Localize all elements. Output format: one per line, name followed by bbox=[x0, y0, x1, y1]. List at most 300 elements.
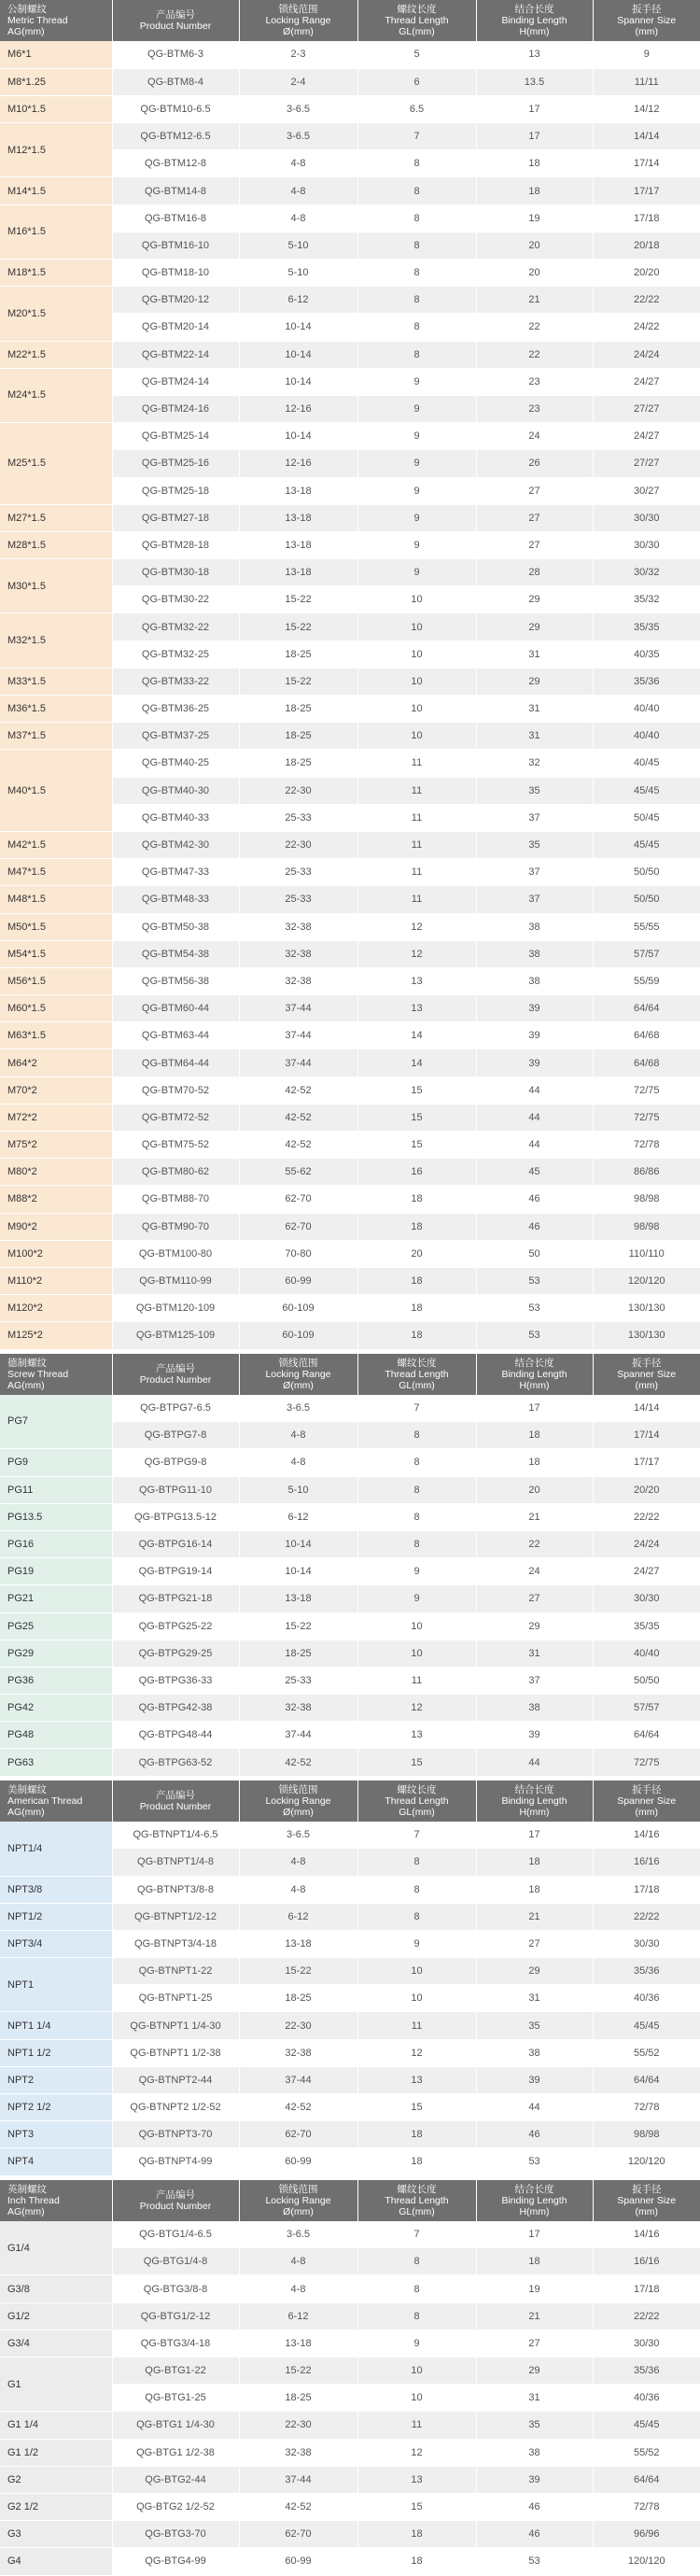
locking-range-cell: 25-33 bbox=[239, 886, 357, 913]
binding-length-cell: 38 bbox=[476, 2439, 593, 2466]
thread-length-cell: 10 bbox=[357, 1612, 476, 1640]
product-number-cell: QG-BTG3/8-8 bbox=[112, 2275, 239, 2302]
locking-range-cell: 42-52 bbox=[239, 2493, 357, 2520]
thread-length-cell: 10 bbox=[357, 2385, 476, 2412]
thread-size-cell: NPT1/4 bbox=[0, 1822, 112, 1876]
thread-length-cell: 7 bbox=[357, 1395, 476, 1422]
header-thread-size bbox=[0, 0, 112, 41]
locking-range-cell: 3-6.5 bbox=[239, 95, 357, 122]
thread-length-cell: 5 bbox=[357, 41, 476, 68]
spanner-size-cell: 24/27 bbox=[593, 368, 700, 395]
locking-range-cell: 15-22 bbox=[239, 1958, 357, 1985]
thread-size-cell: M30*1.5 bbox=[0, 559, 112, 613]
product-number-cell: QG-BTPG29-25 bbox=[112, 1640, 239, 1667]
binding-length-cell: 31 bbox=[476, 1985, 593, 2012]
product-number-cell: QG-BTPG9-8 bbox=[112, 1449, 239, 1476]
thread-length-cell: 8 bbox=[357, 1876, 476, 1903]
spanner-size-cell: 14/16 bbox=[593, 1822, 700, 1849]
thread-length-cell: 18 bbox=[357, 1267, 476, 1294]
product-number-cell: QG-BTM37-25 bbox=[112, 723, 239, 750]
spanner-size-cell: 30/30 bbox=[593, 1930, 700, 1957]
binding-length-cell: 44 bbox=[476, 1132, 593, 1159]
inch-thread-table bbox=[0, 2180, 700, 2576]
table-row bbox=[0, 1530, 700, 1557]
header-locking-range bbox=[239, 1354, 357, 1395]
thread-length-cell: 13 bbox=[357, 1722, 476, 1749]
thread-size-cell: G1 bbox=[0, 2358, 112, 2412]
locking-range-cell: 37-44 bbox=[239, 2066, 357, 2093]
header-locking-range bbox=[239, 2180, 357, 2221]
product-number-cell: QG-BTNPT1-22 bbox=[112, 1958, 239, 1985]
product-number-cell: QG-BTM12-6.5 bbox=[112, 123, 239, 150]
spanner-size-cell: 40/40 bbox=[593, 1640, 700, 1667]
binding-length-cell: 53 bbox=[476, 1295, 593, 1322]
thread-size-cell: NPT3 bbox=[0, 2121, 112, 2148]
header-en-label: Spanner Size bbox=[617, 1368, 677, 1380]
thread-length-cell: 8 bbox=[357, 1476, 476, 1503]
thread-length-cell: 13 bbox=[357, 2466, 476, 2493]
table-row bbox=[0, 995, 700, 1022]
thread-size-cell: NPT1 bbox=[0, 1958, 112, 2012]
header-unit-label: (mm) bbox=[635, 2205, 658, 2217]
spanner-size-cell: 17/14 bbox=[593, 150, 700, 177]
thread-size-cell: NPT3/4 bbox=[0, 1930, 112, 1957]
binding-length-cell: 20 bbox=[476, 232, 593, 259]
product-number-cell: QG-BTG1-25 bbox=[112, 2385, 239, 2412]
thread-size-cell: NPT4 bbox=[0, 2148, 112, 2175]
table-row bbox=[0, 504, 700, 531]
header-en-label: Thread Length bbox=[385, 15, 449, 26]
product-number-cell: QG-BTM8-4 bbox=[112, 68, 239, 95]
header-cn-label: 结合长度 bbox=[514, 1357, 554, 1369]
thread-length-cell: 11 bbox=[357, 886, 476, 913]
thread-length-cell: 9 bbox=[357, 1558, 476, 1585]
thread-length-cell: 8 bbox=[357, 1530, 476, 1557]
product-number-cell: QG-BTM40-25 bbox=[112, 750, 239, 777]
header-unit-label: (mm) bbox=[635, 1379, 658, 1391]
locking-range-cell: 42-52 bbox=[239, 1132, 357, 1159]
thread-length-cell: 8 bbox=[357, 1422, 476, 1449]
binding-length-cell: 31 bbox=[476, 2385, 593, 2412]
locking-range-cell: 60-109 bbox=[239, 1295, 357, 1322]
locking-range-cell: 15-22 bbox=[239, 1612, 357, 1640]
binding-length-cell: 13 bbox=[476, 41, 593, 68]
table-row bbox=[0, 177, 700, 204]
locking-range-cell: 60-99 bbox=[239, 2548, 357, 2575]
product-number-cell: QG-BTM18-10 bbox=[112, 260, 239, 287]
thread-length-cell: 8 bbox=[357, 204, 476, 232]
table-row bbox=[0, 2094, 700, 2121]
product-number-cell: QG-BTNPT1 1/2-38 bbox=[112, 2039, 239, 2066]
header-en-label: Locking Range bbox=[265, 1368, 331, 1380]
spanner-size-cell: 30/32 bbox=[593, 559, 700, 586]
binding-length-cell: 24 bbox=[476, 423, 593, 450]
locking-range-cell: 3-6.5 bbox=[239, 123, 357, 150]
thread-length-cell: 9 bbox=[357, 559, 476, 586]
table-row bbox=[0, 2439, 700, 2466]
header-cn-label: 结合长度 bbox=[514, 1783, 554, 1795]
binding-length-cell: 39 bbox=[476, 1722, 593, 1749]
thread-length-cell: 20 bbox=[357, 1240, 476, 1267]
binding-length-cell: 27 bbox=[476, 477, 593, 504]
thread-size-cell: PG19 bbox=[0, 1558, 112, 1585]
thread-size-cell: NPT1 1/2 bbox=[0, 2039, 112, 2066]
spanner-size-cell: 50/50 bbox=[593, 1667, 700, 1694]
binding-length-cell: 23 bbox=[476, 368, 593, 395]
spanner-size-cell: 57/57 bbox=[593, 1695, 700, 1722]
spanner-size-cell: 22/22 bbox=[593, 1503, 700, 1530]
table-header-row bbox=[0, 0, 700, 41]
product-number-cell: QG-BTPG7-6.5 bbox=[112, 1395, 239, 1422]
locking-range-cell: 6-12 bbox=[239, 287, 357, 314]
locking-range-cell: 18-25 bbox=[239, 640, 357, 668]
locking-range-cell: 2-3 bbox=[239, 41, 357, 68]
thread-length-cell: 11 bbox=[357, 804, 476, 831]
spanner-size-cell: 35/35 bbox=[593, 613, 700, 640]
thread-size-cell: M24*1.5 bbox=[0, 368, 112, 422]
binding-length-cell: 19 bbox=[476, 204, 593, 232]
header-cn-label: 产品编号 bbox=[156, 9, 195, 21]
locking-range-cell: 2-4 bbox=[239, 68, 357, 95]
product-number-cell: QG-BTM25-18 bbox=[112, 477, 239, 504]
locking-range-cell: 42-52 bbox=[239, 2094, 357, 2121]
header-thread-length bbox=[357, 2180, 476, 2221]
header-cn-label: 锁线范围 bbox=[278, 2183, 318, 2195]
header-en-label: Thread Length bbox=[385, 2194, 449, 2206]
binding-length-cell: 39 bbox=[476, 995, 593, 1022]
thread-length-cell: 15 bbox=[357, 1104, 476, 1131]
locking-range-cell: 18-25 bbox=[239, 1985, 357, 2012]
header-thread-length bbox=[357, 1354, 476, 1395]
header-unit-label: (mm) bbox=[635, 1806, 658, 1818]
spanner-size-cell: 120/120 bbox=[593, 2548, 700, 2575]
thread-size-cell: PG36 bbox=[0, 1667, 112, 1694]
product-number-cell: QG-BTM32-22 bbox=[112, 613, 239, 640]
header-locking-range bbox=[239, 0, 357, 41]
product-number-cell: QG-BTM72-52 bbox=[112, 1104, 239, 1131]
header-en-label: Spanner Size bbox=[617, 1795, 677, 1807]
spanner-size-cell: 40/36 bbox=[593, 2385, 700, 2412]
table-header-row bbox=[0, 1781, 700, 1822]
product-number-cell: QG-BTG1/2-12 bbox=[112, 2302, 239, 2330]
table-row bbox=[0, 1612, 700, 1640]
locking-range-cell: 4-8 bbox=[239, 2248, 357, 2275]
thread-length-cell: 9 bbox=[357, 450, 476, 477]
thread-size-cell: NPT2 bbox=[0, 2066, 112, 2093]
thread-length-cell: 15 bbox=[357, 2493, 476, 2520]
locking-range-cell: 25-33 bbox=[239, 804, 357, 831]
thread-length-cell: 18 bbox=[357, 1295, 476, 1322]
locking-range-cell: 62-70 bbox=[239, 1213, 357, 1240]
locking-range-cell: 10-14 bbox=[239, 341, 357, 368]
product-number-cell: QG-BTM90-70 bbox=[112, 1213, 239, 1240]
spanner-size-cell: 130/130 bbox=[593, 1295, 700, 1322]
binding-length-cell: 37 bbox=[476, 859, 593, 886]
thread-size-cell: G1 1/2 bbox=[0, 2439, 112, 2466]
product-number-cell: QG-BTM20-12 bbox=[112, 287, 239, 314]
product-number-cell: QG-BTG1 1/4-30 bbox=[112, 2412, 239, 2439]
binding-length-cell: 35 bbox=[476, 831, 593, 858]
header-cn-label: 英制螺纹 bbox=[7, 2183, 47, 2195]
binding-length-cell: 29 bbox=[476, 1612, 593, 1640]
locking-range-cell: 4-8 bbox=[239, 150, 357, 177]
spanner-size-cell: 110/110 bbox=[593, 1240, 700, 1267]
locking-range-cell: 60-99 bbox=[239, 1267, 357, 1294]
thread-length-cell: 8 bbox=[357, 287, 476, 314]
product-number-cell: QG-BTPG19-14 bbox=[112, 1558, 239, 1585]
thread-size-cell: PG48 bbox=[0, 1722, 112, 1749]
binding-length-cell: 21 bbox=[476, 2302, 593, 2330]
thread-size-cell: PG16 bbox=[0, 1530, 112, 1557]
product-number-cell: QG-BTNPT1/4-6.5 bbox=[112, 1822, 239, 1849]
thread-size-cell: M63*1.5 bbox=[0, 1022, 112, 1049]
thread-length-cell: 10 bbox=[357, 668, 476, 695]
binding-length-cell: 18 bbox=[476, 1876, 593, 1903]
locking-range-cell: 13-18 bbox=[239, 559, 357, 586]
header-en-label: Binding Length bbox=[501, 1368, 567, 1380]
thread-size-cell: M36*1.5 bbox=[0, 696, 112, 723]
table-row bbox=[0, 1667, 700, 1694]
binding-length-cell: 31 bbox=[476, 723, 593, 750]
header-en-label: Locking Range bbox=[265, 1795, 331, 1807]
thread-length-cell: 7 bbox=[357, 1822, 476, 1849]
thread-length-cell: 8 bbox=[357, 2248, 476, 2275]
locking-range-cell: 15-22 bbox=[239, 2358, 357, 2385]
header-thread-length bbox=[357, 1781, 476, 1822]
thread-length-cell: 15 bbox=[357, 1749, 476, 1776]
thread-size-cell: M54*1.5 bbox=[0, 940, 112, 967]
binding-length-cell: 17 bbox=[476, 2221, 593, 2248]
product-number-cell: QG-BTM24-14 bbox=[112, 368, 239, 395]
thread-length-cell: 18 bbox=[357, 1213, 476, 1240]
thread-size-cell: M120*2 bbox=[0, 1295, 112, 1322]
table-row bbox=[0, 1186, 700, 1213]
binding-length-cell: 38 bbox=[476, 967, 593, 994]
spanner-size-cell: 22/22 bbox=[593, 1903, 700, 1930]
thread-size-cell: M6*1 bbox=[0, 41, 112, 68]
locking-range-cell: 25-33 bbox=[239, 1667, 357, 1694]
thread-length-cell: 15 bbox=[357, 1077, 476, 1104]
locking-range-cell: 62-70 bbox=[239, 2521, 357, 2548]
thread-size-cell: G3 bbox=[0, 2521, 112, 2548]
locking-range-cell: 13-18 bbox=[239, 504, 357, 531]
binding-length-cell: 53 bbox=[476, 1267, 593, 1294]
product-number-cell: QG-BTM27-18 bbox=[112, 504, 239, 531]
locking-range-cell: 32-38 bbox=[239, 940, 357, 967]
binding-length-cell: 17 bbox=[476, 1822, 593, 1849]
header-thread-length bbox=[357, 0, 476, 41]
thread-length-cell: 12 bbox=[357, 2039, 476, 2066]
spanner-size-cell: 40/40 bbox=[593, 696, 700, 723]
locking-range-cell: 37-44 bbox=[239, 1722, 357, 1749]
binding-length-cell: 27 bbox=[476, 2330, 593, 2357]
table-row bbox=[0, 2358, 700, 2385]
table-row bbox=[0, 859, 700, 886]
binding-length-cell: 29 bbox=[476, 668, 593, 695]
header-thread-size bbox=[0, 1781, 112, 1822]
thread-size-cell: PG63 bbox=[0, 1749, 112, 1776]
table-row bbox=[0, 750, 700, 777]
header-cn-label: 德制螺纹 bbox=[7, 1357, 47, 1369]
table-row bbox=[0, 1049, 700, 1077]
thread-size-cell: M90*2 bbox=[0, 1213, 112, 1240]
thread-length-cell: 8 bbox=[357, 2275, 476, 2302]
spanner-size-cell: 30/30 bbox=[593, 531, 700, 558]
thread-length-cell: 14 bbox=[357, 1049, 476, 1077]
thread-length-cell: 7 bbox=[357, 123, 476, 150]
locking-range-cell: 62-70 bbox=[239, 2121, 357, 2148]
product-number-cell: QG-BTM60-44 bbox=[112, 995, 239, 1022]
binding-length-cell: 26 bbox=[476, 450, 593, 477]
spanner-size-cell: 57/57 bbox=[593, 940, 700, 967]
spanner-size-cell: 20/20 bbox=[593, 260, 700, 287]
spanner-size-cell: 16/16 bbox=[593, 1849, 700, 1876]
product-number-cell: QG-BTM48-33 bbox=[112, 886, 239, 913]
spanner-size-cell: 96/96 bbox=[593, 2521, 700, 2548]
product-number-cell: QG-BTM22-14 bbox=[112, 341, 239, 368]
table-row bbox=[0, 68, 700, 95]
table-row bbox=[0, 2221, 700, 2248]
thread-length-cell: 18 bbox=[357, 2548, 476, 2575]
header-en-label: Thread Length bbox=[385, 1795, 449, 1807]
table-row bbox=[0, 1749, 700, 1776]
spanner-size-cell: 24/27 bbox=[593, 423, 700, 450]
product-number-cell: QG-BTPG48-44 bbox=[112, 1722, 239, 1749]
binding-length-cell: 31 bbox=[476, 640, 593, 668]
thread-length-cell: 12 bbox=[357, 1695, 476, 1722]
thread-size-cell: PG13.5 bbox=[0, 1503, 112, 1530]
table-row bbox=[0, 1022, 700, 1049]
product-number-cell: QG-BTM110-99 bbox=[112, 1267, 239, 1294]
binding-length-cell: 21 bbox=[476, 1503, 593, 1530]
spanner-size-cell: 55/52 bbox=[593, 2439, 700, 2466]
header-product-number bbox=[112, 2180, 239, 2221]
thread-size-cell: M110*2 bbox=[0, 1267, 112, 1294]
header-cn-label: 扳手径 bbox=[632, 2183, 662, 2195]
locking-range-cell: 22-30 bbox=[239, 777, 357, 804]
product-number-cell: QG-BTM88-70 bbox=[112, 1186, 239, 1213]
header-unit-label: Ø(mm) bbox=[283, 1379, 314, 1391]
header-cn-label: 结合长度 bbox=[514, 4, 554, 15]
thread-size-cell: M48*1.5 bbox=[0, 886, 112, 913]
product-number-cell: QG-BTG4-99 bbox=[112, 2548, 239, 2575]
table-row bbox=[0, 668, 700, 695]
binding-length-cell: 53 bbox=[476, 2148, 593, 2175]
header-unit-label: GL(mm) bbox=[399, 2205, 435, 2217]
locking-range-cell: 22-30 bbox=[239, 2012, 357, 2039]
thread-length-cell: 10 bbox=[357, 613, 476, 640]
product-number-cell: QG-BTNPT2 1/2-52 bbox=[112, 2094, 239, 2121]
binding-length-cell: 22 bbox=[476, 1530, 593, 1557]
spanner-size-cell: 11/11 bbox=[593, 68, 700, 95]
thread-length-cell: 18 bbox=[357, 2148, 476, 2175]
spanner-size-cell: 86/86 bbox=[593, 1159, 700, 1186]
thread-size-cell: PG7 bbox=[0, 1395, 112, 1449]
header-unit-label: GL(mm) bbox=[399, 26, 435, 37]
locking-range-cell: 10-14 bbox=[239, 1530, 357, 1557]
locking-range-cell: 13-18 bbox=[239, 531, 357, 558]
thread-length-cell: 9 bbox=[357, 1930, 476, 1957]
locking-range-cell: 13-18 bbox=[239, 477, 357, 504]
table-row bbox=[0, 2521, 700, 2548]
header-cn-label: 锁线范围 bbox=[278, 1357, 318, 1369]
product-number-cell: QG-BTG3/4-18 bbox=[112, 2330, 239, 2357]
locking-range-cell: 4-8 bbox=[239, 2275, 357, 2302]
binding-length-cell: 39 bbox=[476, 2066, 593, 2093]
thread-size-cell: M10*1.5 bbox=[0, 95, 112, 122]
thread-length-cell: 13 bbox=[357, 2066, 476, 2093]
product-number-cell: QG-BTG2 1/2-52 bbox=[112, 2493, 239, 2520]
spanner-size-cell: 14/16 bbox=[593, 2221, 700, 2248]
table-row bbox=[0, 613, 700, 640]
product-number-cell: QG-BTNPT2-44 bbox=[112, 2066, 239, 2093]
binding-length-cell: 29 bbox=[476, 613, 593, 640]
thread-length-cell: 18 bbox=[357, 1186, 476, 1213]
spanner-size-cell: 24/22 bbox=[593, 314, 700, 341]
spanner-size-cell: 9 bbox=[593, 41, 700, 68]
thread-size-cell: M72*2 bbox=[0, 1104, 112, 1131]
table-row bbox=[0, 1722, 700, 1749]
spanner-size-cell: 64/68 bbox=[593, 1049, 700, 1077]
product-number-cell: QG-BTM54-38 bbox=[112, 940, 239, 967]
spanner-size-cell: 72/75 bbox=[593, 1749, 700, 1776]
spanner-size-cell: 17/17 bbox=[593, 177, 700, 204]
locking-range-cell: 4-8 bbox=[239, 204, 357, 232]
table-row bbox=[0, 1240, 700, 1267]
table-row bbox=[0, 2548, 700, 2575]
thread-length-cell: 11 bbox=[357, 2012, 476, 2039]
screw-thread-table bbox=[0, 1354, 700, 1777]
header-spanner-size bbox=[593, 1781, 700, 1822]
thread-size-cell: M88*2 bbox=[0, 1186, 112, 1213]
header-en-label: Binding Length bbox=[501, 2194, 567, 2206]
binding-length-cell: 29 bbox=[476, 1958, 593, 1985]
thread-length-cell: 16 bbox=[357, 1159, 476, 1186]
thread-length-cell: 12 bbox=[357, 940, 476, 967]
table-row bbox=[0, 1930, 700, 1957]
locking-range-cell: 10-14 bbox=[239, 368, 357, 395]
header-product-number bbox=[112, 1354, 239, 1395]
product-number-cell: QG-BTPG11-10 bbox=[112, 1476, 239, 1503]
spanner-size-cell: 35/36 bbox=[593, 1958, 700, 1985]
thread-length-cell: 9 bbox=[357, 504, 476, 531]
binding-length-cell: 20 bbox=[476, 1476, 593, 1503]
thread-length-cell: 11 bbox=[357, 831, 476, 858]
thread-size-cell: NPT2 1/2 bbox=[0, 2094, 112, 2121]
product-number-cell: QG-BTM80-62 bbox=[112, 1159, 239, 1186]
thread-length-cell: 8 bbox=[357, 1449, 476, 1476]
header-en-label: Metric Thread bbox=[7, 15, 68, 26]
thread-size-cell: M47*1.5 bbox=[0, 859, 112, 886]
product-number-cell: QG-BTM16-8 bbox=[112, 204, 239, 232]
product-number-cell: QG-BTPG63-52 bbox=[112, 1749, 239, 1776]
table-row bbox=[0, 559, 700, 586]
locking-range-cell: 60-99 bbox=[239, 2148, 357, 2175]
header-binding-length bbox=[476, 1354, 593, 1395]
thread-length-cell: 9 bbox=[357, 395, 476, 422]
binding-length-cell: 53 bbox=[476, 2548, 593, 2575]
thread-length-cell: 11 bbox=[357, 1667, 476, 1694]
binding-length-cell: 44 bbox=[476, 1104, 593, 1131]
spanner-size-cell: 98/98 bbox=[593, 1213, 700, 1240]
spanner-size-cell: 45/45 bbox=[593, 777, 700, 804]
thread-length-cell: 10 bbox=[357, 1640, 476, 1667]
header-en-label: Product Number bbox=[139, 21, 212, 32]
product-number-cell: QG-BTPG25-22 bbox=[112, 1612, 239, 1640]
locking-range-cell: 3-6.5 bbox=[239, 1822, 357, 1849]
header-binding-length bbox=[476, 1781, 593, 1822]
spanner-size-cell: 45/45 bbox=[593, 2012, 700, 2039]
